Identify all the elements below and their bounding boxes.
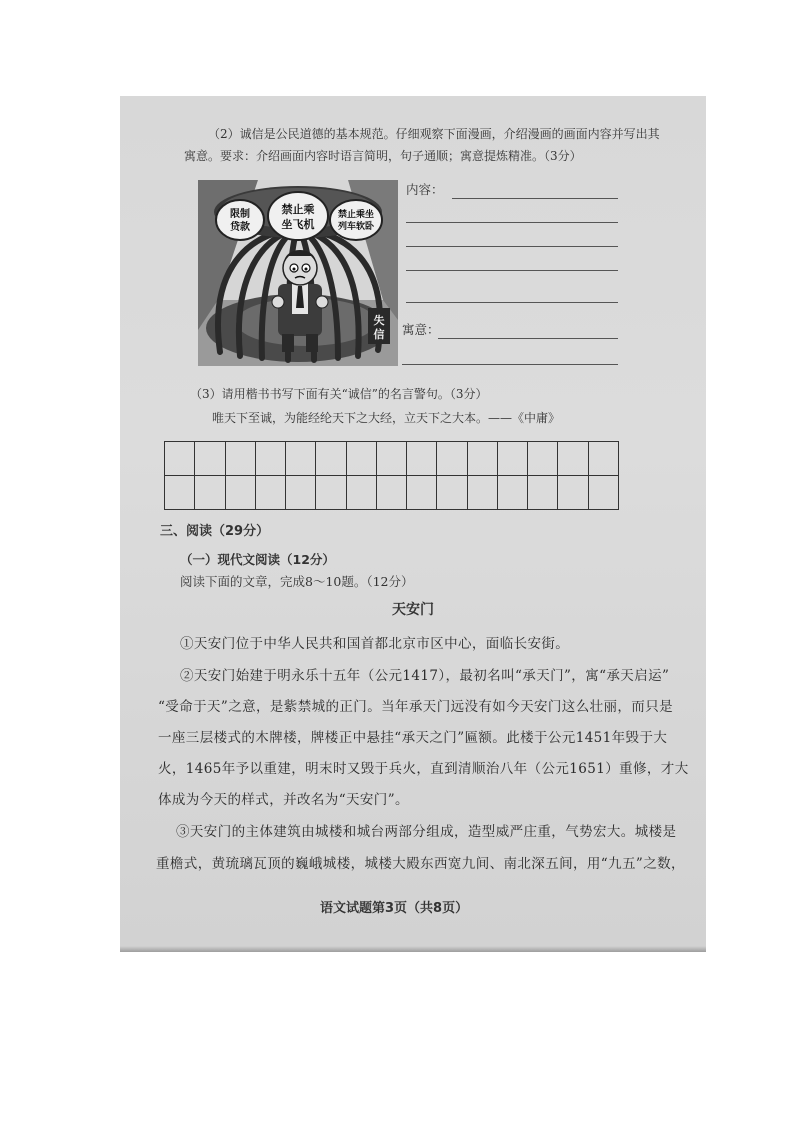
article-paragraph-line: 火，1465年予以重建，明末时又毁于兵火，直到清顺治八年（公元1651）重修，才大: [158, 761, 689, 777]
sign-middle-line-2: 坐飞机: [281, 218, 315, 231]
grid-cell[interactable]: [377, 442, 407, 476]
grid-cell[interactable]: [316, 442, 346, 476]
sign-left-line-1: 限制: [230, 209, 250, 220]
grid-cell[interactable]: [589, 442, 619, 476]
grid-cell[interactable]: [558, 476, 588, 510]
article-paragraph-line: 重檐式，黄琉璃瓦顶的巍峨城楼，城楼大殿东西宽九间、南北深五间，用“九五”之数，: [156, 856, 685, 872]
article-paragraph-line: “受命于天”之意，是紫禁城的正门。当年承天门远没有如今天安门这么壮丽，而只是: [158, 699, 674, 715]
sign-middle-line-1: 禁止乘: [281, 203, 315, 216]
grid-cell[interactable]: [468, 442, 498, 476]
article-title: 天安门: [392, 602, 434, 618]
scanned-page-photo: [120, 96, 706, 952]
grid-cell[interactable]: [256, 442, 286, 476]
base-label-line-1: 失: [373, 314, 385, 327]
grid-cell[interactable]: [468, 476, 498, 510]
article-paragraph-line: ②天安门始建于明永乐十五年（公元1417），最初名叫“承天门”，寓“承天启运”: [180, 668, 670, 684]
integrity-cartoon: [198, 180, 398, 366]
page-footer: 语文试题第3页（共8页）: [320, 901, 469, 916]
article-paragraph-line: ③天安门的主体建筑由城楼和城台两部分组成，造型威严庄重，气势宏大。城楼是: [176, 824, 677, 840]
content-answer-line-5[interactable]: [406, 302, 618, 303]
section-3-heading: 三、阅读（29分）: [160, 524, 270, 539]
grid-cell[interactable]: [528, 476, 558, 510]
grid-cell[interactable]: [407, 476, 437, 510]
question-3-prompt: （3）请用楷书书写下面有关“诚信”的名言警句。（3分）: [190, 387, 488, 401]
grid-cell[interactable]: [347, 476, 377, 510]
grid-cell[interactable]: [195, 442, 225, 476]
meaning-label: 寓意：: [402, 322, 440, 337]
grid-cell[interactable]: [498, 476, 528, 510]
sign-left-line-2: 贷款: [230, 222, 250, 233]
grid-cell[interactable]: [528, 442, 558, 476]
grid-cell[interactable]: [226, 442, 256, 476]
grid-cell[interactable]: [437, 476, 467, 510]
grid-cell[interactable]: [226, 476, 256, 510]
handwriting-grid[interactable]: [164, 441, 619, 510]
grid-cell[interactable]: [256, 476, 286, 510]
content-answer-line-1[interactable]: [452, 198, 618, 199]
grid-cell[interactable]: [407, 442, 437, 476]
content-answer-line-4[interactable]: [406, 270, 618, 271]
meaning-answer-line-1[interactable]: [438, 338, 618, 339]
section-3-subheading: （一）现代文阅读（12分）: [180, 552, 335, 567]
article-paragraph-line: 一座三层楼式的木牌楼，牌楼正中悬挂“承天之门”匾额。此楼于公元1451年毁于大: [158, 730, 668, 746]
grid-cell[interactable]: [165, 442, 195, 476]
article-paragraph-line: ①天安门位于中华人民共和国首都北京市区中心，面临长安街。: [180, 636, 570, 652]
content-label: 内容：: [406, 182, 444, 197]
question-2-line-1: （2）诚信是公民道德的基本规范。仔细观察下面漫画，介绍漫画的画面内容并写出其: [208, 127, 660, 141]
grid-cell[interactable]: [498, 442, 528, 476]
grid-cell[interactable]: [589, 476, 619, 510]
base-label-line-2: 信: [373, 328, 385, 341]
grid-cell[interactable]: [558, 442, 588, 476]
grid-cell[interactable]: [437, 442, 467, 476]
question-3-quote: 唯天下至诚，为能经纶天下之大经，立天下之大本。——《中庸》: [212, 411, 561, 425]
grid-cell[interactable]: [195, 476, 225, 510]
grid-cell[interactable]: [316, 476, 346, 510]
exam-paper: [120, 96, 706, 952]
sign-right-line-1: 禁止乘坐: [337, 210, 375, 220]
article-paragraph-line: 体成为今天的样式，并改名为“天安门”。: [158, 792, 409, 808]
grid-cell[interactable]: [286, 442, 316, 476]
sign-right-line-2: 列车软卧: [337, 222, 375, 232]
grid-cell[interactable]: [347, 442, 377, 476]
content-answer-line-3[interactable]: [406, 246, 618, 247]
reading-instruction: 阅读下面的文章，完成8～10题。（12分）: [180, 574, 414, 589]
meaning-answer-line-2[interactable]: [402, 364, 618, 365]
question-2-line-2: 寓意。要求：介绍画面内容时语言简明，句子通顺；寓意提炼精准。（3分）: [184, 149, 582, 163]
grid-cell[interactable]: [286, 476, 316, 510]
grid-cell[interactable]: [165, 476, 195, 510]
grid-cell[interactable]: [377, 476, 407, 510]
content-answer-line-2[interactable]: [406, 222, 618, 223]
